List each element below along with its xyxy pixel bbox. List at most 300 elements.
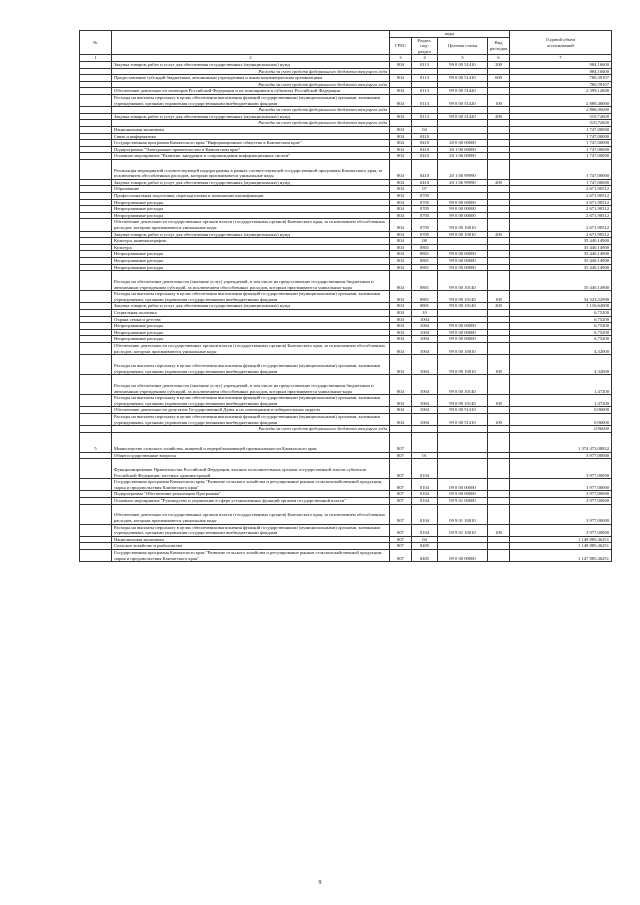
row-number — [80, 524, 112, 536]
row-section: 0104 — [412, 524, 438, 536]
row-vid — [488, 258, 510, 265]
table-row — [80, 323, 612, 330]
table-subrow — [80, 426, 612, 433]
row-number — [80, 140, 112, 147]
row-vid — [488, 316, 510, 323]
row-target: 99 0 00 10010 — [438, 219, 488, 231]
row-section: 1004 — [412, 329, 438, 336]
row-target — [438, 459, 488, 479]
row-number — [80, 88, 112, 95]
row-amount: 2 399,12600 — [510, 88, 612, 95]
row-target: 99 0 00 51420 — [438, 113, 488, 120]
row-vid — [488, 491, 510, 498]
row-number — [80, 199, 112, 206]
row-name: Закупка товаров, работ и услуг для обеспечения государственных (муниципальных) нужд — [112, 113, 390, 120]
row-target: 99 0 00 00000 — [438, 323, 488, 330]
row-grbs: 807 — [390, 452, 412, 459]
row-amount: 2 671,90512 — [510, 231, 612, 238]
table-row — [80, 536, 612, 543]
table-row — [80, 88, 612, 95]
row-amount: 6,75200 — [510, 336, 612, 343]
budget-table — [79, 30, 612, 562]
row-target: 99 0 00 51410 — [438, 413, 488, 425]
row-name: Закупка товаров, работ и услуг для обеспечения государственных (муниципальных) нужд — [112, 61, 390, 68]
row-amount: 780,39107 — [510, 75, 612, 82]
table-row — [80, 491, 612, 498]
row-vid — [488, 536, 510, 543]
table-row — [80, 251, 612, 258]
row-number — [80, 159, 112, 179]
row-number — [80, 459, 112, 479]
row-amount: 2 888,40000 — [510, 94, 612, 106]
table-row — [80, 309, 612, 316]
row-number — [80, 329, 112, 336]
table-row — [80, 140, 612, 147]
row-target — [438, 432, 488, 452]
row-name: Государственная программа Камчатского края "Развитие сельского хозяйства и регулирование рынков сельскохозяйственной продукции, сырья и продовольствия Камчатского края" — [112, 550, 390, 562]
row-number — [80, 133, 112, 140]
row-number — [80, 491, 112, 498]
row-amount: 984,16600 — [510, 61, 612, 68]
row-section — [412, 107, 438, 114]
row-number — [80, 536, 112, 543]
row-amount: 1 116,62000 — [510, 303, 612, 310]
row-vid — [488, 342, 510, 354]
table-row — [80, 179, 612, 186]
row-name: Расходы за счет средств федерального бюджета текущего года — [112, 81, 390, 88]
row-name: Функционирование Правительства Российской Федерации, высших исполнительных органов государственной власти субъектов Российской Федерации, местных администраций — [112, 459, 390, 479]
row-grbs: 807 — [390, 524, 412, 536]
row-section: 1004 — [412, 407, 438, 414]
table-row — [80, 336, 612, 343]
row-section: 04 — [412, 126, 438, 133]
row-name: Расходы за счет средств федерального бюджета текущего года — [112, 107, 390, 114]
table-row — [80, 395, 612, 407]
table-row — [80, 303, 612, 310]
row-vid — [488, 206, 510, 213]
row-grbs: 804 — [390, 375, 412, 395]
row-amount: 1 747,00000 — [510, 140, 612, 147]
row-section: 0705 — [412, 219, 438, 231]
row-grbs: 807 — [390, 550, 412, 562]
row-target — [438, 81, 488, 88]
row-grbs — [390, 81, 412, 88]
row-grbs: 804 — [390, 88, 412, 95]
row-number — [80, 120, 112, 127]
row-amount: 510,72600 — [510, 120, 612, 127]
row-target: 99 0 00 00000 — [438, 251, 488, 258]
table-body — [80, 61, 612, 561]
row-target: 99 0 00 00000 — [438, 206, 488, 213]
row-amount: 35 440,14900 — [510, 271, 612, 291]
row-number — [80, 323, 112, 330]
row-section: 0104 — [412, 504, 438, 524]
row-number — [80, 81, 112, 88]
row-vid — [488, 459, 510, 479]
row-name: Образование — [112, 186, 390, 193]
row-vid — [488, 193, 510, 200]
row-amount: 1 747,00000 — [510, 126, 612, 133]
row-number — [80, 504, 112, 524]
row-target — [438, 316, 488, 323]
row-target: 09 9 01 00000 — [438, 498, 488, 505]
table-row — [80, 355, 612, 375]
row-amount: 1 149 885,46251 — [510, 536, 612, 543]
row-name: Государственная программа Камчатского края "Информационное общество в Камчатском крае" — [112, 140, 390, 147]
row-number — [80, 238, 112, 245]
row-grbs: 807 — [390, 543, 412, 550]
row-vid: 200 — [488, 179, 510, 186]
row-number — [80, 375, 112, 395]
row-grbs: 804 — [390, 251, 412, 258]
row-amount: 3 977,00000 — [510, 498, 612, 505]
row-amount: 35 440,14900 — [510, 238, 612, 245]
row-section: 01 — [412, 452, 438, 459]
table-row — [80, 413, 612, 425]
row-target: 20 1 06 99990 — [438, 159, 488, 179]
row-number — [80, 193, 112, 200]
row-grbs: 804 — [390, 264, 412, 271]
row-amount: 510,72600 — [510, 113, 612, 120]
row-name: Профессиональная подготовка, переподготовка и повышение квалификации — [112, 193, 390, 200]
table-row — [80, 504, 612, 524]
row-grbs: 804 — [390, 199, 412, 206]
row-amount: 2 888,40000 — [510, 107, 612, 114]
table-row — [80, 75, 612, 82]
row-number — [80, 413, 112, 425]
row-vid: 200 — [488, 231, 510, 238]
row-name: Подпрограмма "Обеспечение реализации Программы" — [112, 491, 390, 498]
idx-1: 1 — [80, 55, 112, 62]
row-amount: 2 671,90512 — [510, 186, 612, 193]
row-vid — [488, 153, 510, 160]
row-target: 99 0 00 10140 — [438, 303, 488, 310]
row-name: Закупка товаров, работ и услуг для обеспечения государственных (муниципальных) нужд — [112, 231, 390, 238]
row-section: 1004 — [412, 413, 438, 425]
row-name: Обеспечение деятельности государственных органов власти (государственных органов) Камчатского края, за исключением обособленных расходов, которым присваиваются уникальные коды — [112, 219, 390, 231]
row-number — [80, 452, 112, 459]
row-target: 99 0 00 00000 — [438, 258, 488, 265]
row-name: Расходы на обеспечение деятельности (оказание услуг) учреждений, в том числе на предоставление государственным бюджетным и автономным учреждениям субсидий, за исключением обособленных расходов, которым присваиваются уникальные коды — [112, 375, 390, 395]
row-amount: 35 440,14900 — [510, 264, 612, 271]
row-amount: 1 747,00000 — [510, 179, 612, 186]
row-name: Непрограммные расходы — [112, 323, 390, 330]
table-row — [80, 498, 612, 505]
row-name: Расходы на выплаты персоналу в целях обеспечения выполнения функций государственными (муниципальными) органами, казенными учреждениями, органами управления государственными внебюджетными фондами — [112, 291, 390, 303]
col-vid-header: Вид расходов — [488, 37, 510, 55]
row-vid — [488, 140, 510, 147]
row-name: Обеспечение деятельности государственных органов власти (государственных органов) Камчатского края, за исключением обособленных расходов, которым присваиваются уникальные коды — [112, 342, 390, 354]
row-section: 0410 — [412, 133, 438, 140]
row-number — [80, 264, 112, 271]
row-target: 99 0 00 00000 — [438, 329, 488, 336]
row-grbs: 804 — [390, 179, 412, 186]
row-name: Обеспечение деятельности государственных органов власти (государственных органов) Камчатского края, за исключением обособленных расходов, которым присваиваются уникальные коды — [112, 504, 390, 524]
row-number — [80, 61, 112, 68]
row-number — [80, 251, 112, 258]
table-row — [80, 212, 612, 219]
row-name: Непрограммные расходы — [112, 206, 390, 213]
row-vid: 100 — [488, 395, 510, 407]
row-name: Культура, кинематография — [112, 238, 390, 245]
row-vid — [488, 107, 510, 114]
row-grbs: 804 — [390, 329, 412, 336]
row-vid — [488, 159, 510, 179]
row-target — [438, 536, 488, 543]
row-grbs: 804 — [390, 153, 412, 160]
row-vid — [488, 329, 510, 336]
row-section: 0705 — [412, 206, 438, 213]
row-grbs — [390, 120, 412, 127]
row-section: 0410 — [412, 179, 438, 186]
row-target: 99 0 00 51410 — [438, 75, 488, 82]
idx-4: 4 — [412, 55, 438, 62]
row-amount: 2 671,90512 — [510, 212, 612, 219]
table-row — [80, 452, 612, 459]
row-section: 0801 — [412, 258, 438, 265]
row-target: 99 0 00 10140 — [438, 375, 488, 395]
row-number — [80, 94, 112, 106]
table-row — [80, 264, 612, 271]
row-name: Основное мероприятие "Руководство и управление в сфере установленных функций органов государственной власти" — [112, 498, 390, 505]
row-grbs: 804 — [390, 231, 412, 238]
table-row — [80, 133, 612, 140]
row-grbs: 807 — [390, 498, 412, 505]
row-grbs: 804 — [390, 159, 412, 179]
table-row — [80, 291, 612, 303]
row-grbs: 804 — [390, 186, 412, 193]
row-number — [80, 186, 112, 193]
table-row — [80, 238, 612, 245]
row-name: Национальная экономика — [112, 126, 390, 133]
table-row — [80, 244, 612, 251]
row-grbs: 804 — [390, 212, 412, 219]
row-vid — [488, 323, 510, 330]
page-number: 9 — [318, 880, 322, 886]
row-grbs: 804 — [390, 206, 412, 213]
table-row — [80, 550, 612, 562]
col-grbs-header: ГРБС — [390, 37, 412, 55]
row-target: 99 0 00 10010 — [438, 355, 488, 375]
row-amount: 2 671,90512 — [510, 206, 612, 213]
row-target: 99 0 00 51410 — [438, 407, 488, 414]
row-grbs: 804 — [390, 113, 412, 120]
row-section — [412, 426, 438, 433]
row-section: 0410 — [412, 140, 438, 147]
row-name: Непрограммные расходы — [112, 264, 390, 271]
row-grbs: 804 — [390, 342, 412, 354]
row-grbs: 804 — [390, 407, 412, 414]
row-target: 99 0 00 10140 — [438, 395, 488, 407]
row-number — [80, 146, 112, 153]
row-target: 99 0 00 51410 — [438, 61, 488, 68]
table-subrow — [80, 120, 612, 127]
table-row — [80, 258, 612, 265]
col-target-header: Целевая статья — [438, 37, 488, 55]
idx-2: 2 — [112, 55, 390, 62]
row-target: 09 0 00 00000 — [438, 550, 488, 562]
row-name: Государственная программа Камчатского края "Развитие сельского хозяйства и регулирование рынков сельскохозяйственной продукции, сырья и продовольствия Камчатского края" — [112, 479, 390, 491]
row-vid — [488, 550, 510, 562]
row-number — [80, 336, 112, 343]
row-name: Непрограммные расходы — [112, 329, 390, 336]
row-number — [80, 113, 112, 120]
row-name: Общегосударственные вопросы — [112, 452, 390, 459]
row-section: 08 — [412, 238, 438, 245]
row-name: Расходы за счет средств федерального бюджета текущего года — [112, 68, 390, 75]
row-vid — [488, 120, 510, 127]
row-name: Непрограммные расходы — [112, 199, 390, 206]
row-grbs: 804 — [390, 94, 412, 106]
row-section: 0113 — [412, 94, 438, 106]
row-name: Расходы на выплаты персоналу в целях обеспечения выполнения функций государственными (муниципальными) органами, казенными учреждениями, органами управления государственными внебюджетными фондами — [112, 524, 390, 536]
row-vid — [488, 426, 510, 433]
row-amount: 1,47200 — [510, 395, 612, 407]
row-amount: 3 977,00000 — [510, 452, 612, 459]
row-number — [80, 479, 112, 491]
row-section: 0801 — [412, 271, 438, 291]
row-grbs — [390, 426, 412, 433]
table-row — [80, 94, 612, 106]
row-vid — [488, 543, 510, 550]
row-target: 09 9 01 10010 — [438, 504, 488, 524]
row-vid — [488, 479, 510, 491]
row-number — [80, 258, 112, 265]
table-row — [80, 199, 612, 206]
row-target: 20 1 00 00000 — [438, 146, 488, 153]
row-number — [80, 291, 112, 303]
row-grbs: 804 — [390, 193, 412, 200]
row-vid — [488, 219, 510, 231]
row-grbs: 804 — [390, 316, 412, 323]
row-section: 1004 — [412, 336, 438, 343]
row-section: 0705 — [412, 212, 438, 219]
row-amount: 0,96000 — [510, 407, 612, 414]
row-name: Расходы на выплаты персоналу в целях обеспечения выполнения функций государственными (муниципальными) органами, казенными учреждениями, органами управления государственными внебюджетными фондами — [112, 413, 390, 425]
row-target — [438, 120, 488, 127]
row-grbs: 804 — [390, 244, 412, 251]
row-target: 99 0 00 10010 — [438, 231, 488, 238]
row-vid: 200 — [488, 303, 510, 310]
row-target — [438, 452, 488, 459]
row-vid — [488, 68, 510, 75]
col-total-header: Годовой объем ассигнований — [510, 31, 612, 55]
table-row — [80, 459, 612, 479]
table-row — [80, 432, 612, 452]
row-target — [438, 186, 488, 193]
row-section: 0801 — [412, 264, 438, 271]
row-grbs: 807 — [390, 536, 412, 543]
row-vid — [488, 432, 510, 452]
row-section: 1004 — [412, 342, 438, 354]
row-number — [80, 179, 112, 186]
row-section: 0104 — [412, 498, 438, 505]
table-row — [80, 159, 612, 179]
row-target — [438, 543, 488, 550]
row-number: 5 — [80, 432, 112, 452]
row-amount: 3 977,00000 — [510, 491, 612, 498]
table-row — [80, 524, 612, 536]
row-amount: 1 147 885,46251 — [510, 550, 612, 562]
row-name: Расходы на выплаты персоналу в целях обеспечения выполнения функций государственными (муниципальными) органами, казенными учреждениями, органами управления государственными внебюджетными фондами — [112, 395, 390, 407]
row-amount: 1 747,00000 — [510, 146, 612, 153]
row-section: 0801 — [412, 251, 438, 258]
row-target: 99 0 00 00000 — [438, 264, 488, 271]
row-number — [80, 355, 112, 375]
row-name: Национальная экономика — [112, 536, 390, 543]
row-number — [80, 543, 112, 550]
row-vid — [488, 309, 510, 316]
row-vid: 100 — [488, 524, 510, 536]
row-amount: 1 747,00000 — [510, 159, 612, 179]
row-section: 0113 — [412, 88, 438, 95]
row-vid — [488, 126, 510, 133]
row-grbs: 804 — [390, 323, 412, 330]
row-grbs: 807 — [390, 491, 412, 498]
row-name: Расходы на выплаты персоналу в целях обеспечения выполнения функций государственными (муниципальными) органами, казенными учреждениями, органами управления государственными внебюджетными фондами — [112, 355, 390, 375]
row-section: 0104 — [412, 479, 438, 491]
row-vid — [488, 336, 510, 343]
row-grbs: 804 — [390, 291, 412, 303]
row-section: 04 — [412, 536, 438, 543]
row-vid — [488, 264, 510, 271]
row-name: Непрограммные расходы — [112, 258, 390, 265]
row-target — [438, 238, 488, 245]
row-target: 09 9 01 10010 — [438, 524, 488, 536]
col-name-header — [112, 31, 390, 55]
table-subrow — [80, 68, 612, 75]
row-grbs: 807 — [390, 459, 412, 479]
row-grbs: 807 — [390, 432, 412, 452]
row-grbs: 804 — [390, 61, 412, 68]
row-target: 20 1 06 00000 — [438, 153, 488, 160]
row-amount: 34 323,52900 — [510, 291, 612, 303]
row-name: Связь и информатика — [112, 133, 390, 140]
col-num-header: № — [80, 31, 112, 55]
row-name: Предоставление субсидий бюджетным, автономным учреждениям и иным некоммерческим организациям — [112, 75, 390, 82]
row-amount: 1 747,00000 — [510, 153, 612, 160]
table-row — [80, 113, 612, 120]
row-vid — [488, 88, 510, 95]
row-vid — [488, 452, 510, 459]
table-row — [80, 126, 612, 133]
row-number — [80, 395, 112, 407]
row-vid: 100 — [488, 94, 510, 106]
row-section: 0410 — [412, 153, 438, 160]
table-row — [80, 219, 612, 231]
row-section: 0104 — [412, 491, 438, 498]
row-vid: 600 — [488, 75, 510, 82]
row-grbs: 804 — [390, 309, 412, 316]
row-name: Расходы за счет средств федерального бюджета текущего года — [112, 120, 390, 127]
row-amount: 2 671,90512 — [510, 219, 612, 231]
row-amount: 1,47200 — [510, 375, 612, 395]
table-header — [80, 31, 612, 62]
row-target — [438, 426, 488, 433]
row-number — [80, 231, 112, 238]
row-amount: 6,75200 — [510, 316, 612, 323]
row-name: Непрограммные расходы — [112, 251, 390, 258]
table-row — [80, 375, 612, 395]
row-vid — [488, 146, 510, 153]
codes-header: коды — [390, 31, 510, 38]
row-target — [438, 193, 488, 200]
row-vid — [488, 375, 510, 395]
row-amount: 3 977,00000 — [510, 524, 612, 536]
row-grbs: 804 — [390, 133, 412, 140]
row-number — [80, 550, 112, 562]
table-row — [80, 146, 612, 153]
